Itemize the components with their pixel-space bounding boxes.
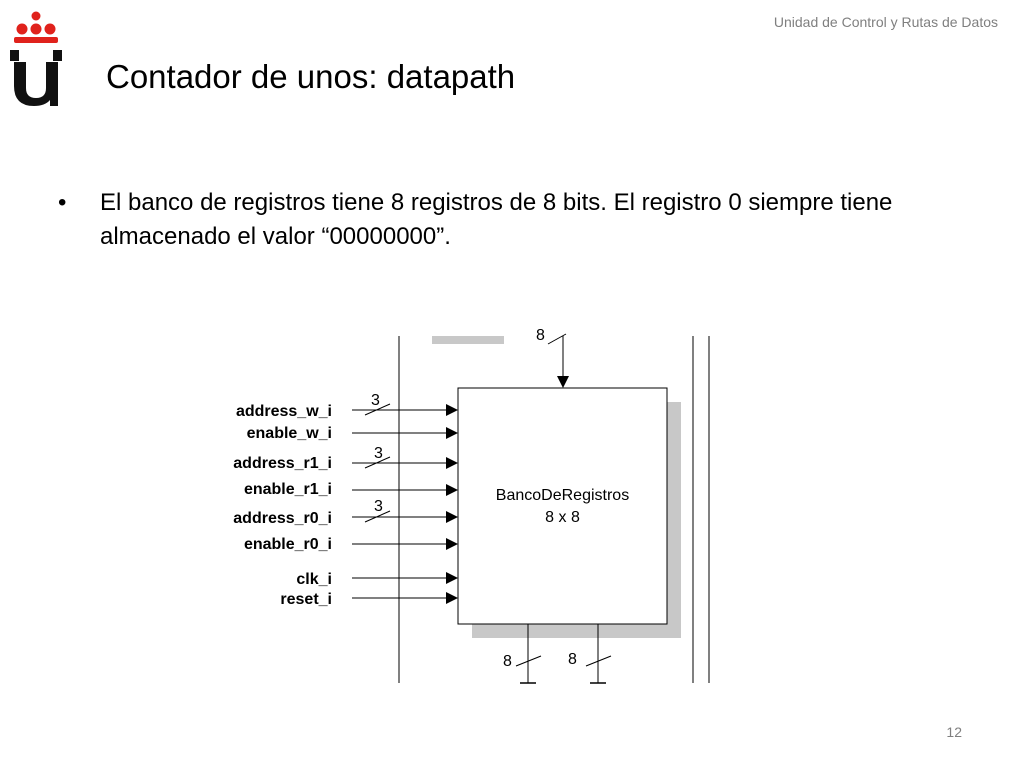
slide-number: 12 bbox=[946, 724, 962, 740]
course-header: Unidad de Control y Rutas de Datos bbox=[773, 14, 998, 30]
address-r1-width-label: 3 bbox=[374, 445, 383, 462]
data-in-width-label: 8 bbox=[536, 327, 545, 344]
register-file-block bbox=[458, 388, 667, 624]
shadow-bar-top bbox=[432, 336, 504, 344]
output-r1-width-label: 8 bbox=[568, 651, 577, 668]
block-size-label: 8 x 8 bbox=[545, 509, 580, 526]
bullet-item: El banco de registros tiene 8 registros de 8 bits. El registro 0 siempre tiene almacenado el valor “00000000”. bbox=[100, 189, 893, 250]
slide-title: Contador de unos: datapath bbox=[106, 58, 516, 95]
input-arrows bbox=[446, 404, 458, 604]
data-in-arrow bbox=[557, 376, 569, 388]
block-name-label: BancoDeRegistros bbox=[495, 487, 630, 504]
signal-clk-label: clk_i bbox=[296, 571, 332, 588]
signal-enable-r0-label: enable_r0_i bbox=[243, 536, 332, 553]
signal-enable-w-label: enable_w_i bbox=[246, 425, 332, 442]
signal-reset-label: reset_i bbox=[280, 591, 332, 608]
signal-address-r0-label: address_r0_i bbox=[233, 510, 332, 527]
signal-address-w-label: address_w_i bbox=[235, 403, 332, 420]
signal-enable-r1-label: enable_r1_i bbox=[243, 481, 332, 498]
bullet-dot-icon: • bbox=[58, 189, 67, 216]
address-w-width-label: 3 bbox=[371, 392, 380, 409]
address-r0-width-label: 3 bbox=[374, 498, 383, 515]
output-r0-width-label: 8 bbox=[503, 653, 512, 670]
signal-address-r1-label: address_r1_i bbox=[233, 455, 332, 472]
